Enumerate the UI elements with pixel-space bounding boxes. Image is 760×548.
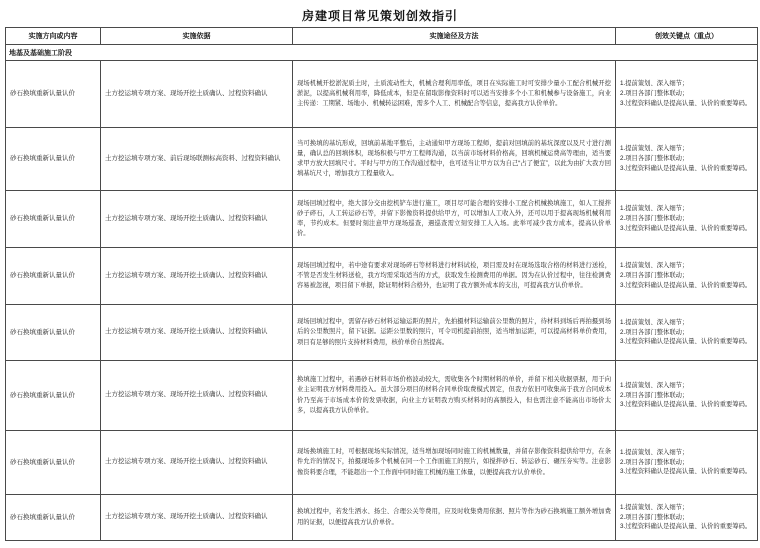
cell-method: 现场回填过程中，绝大部分交由挖机铲车进行施工，项目尽可能合理的安排小工配合机械换填施工，如人工搅拌砂子碎石，人工转运砂石等，并留下影像资料提供给甲方，可以增加人工收入外，还可以用于提高现场机械利用率，节约成本。但要时刻注意甲方现场巡查，遇巡查需立刻安排工人入场。此举可减少我方成本，提高认价单价。 [293, 191, 616, 248]
cell-keypoints [616, 248, 758, 305]
cell-method: 当可换填的基坑形成，回填前基地平整后，主动通知甲方现场工程师，提前对回填前的基坑深度以及尺寸进行测量，确认总的回填体积，现场积极与甲方工程师沟通，以当前市场材料价格高，回填机械运费高等理由，适当要求甲方放大回填尺寸。平时与甲方的工作沟通过程中，也可适当让甲方以为自己“占了便宜”，以此为由扩大我方回填基坑尺寸，增加我方工程量收入。 [293, 128, 616, 191]
cell-keypoints [616, 191, 758, 248]
table-row [6, 248, 758, 305]
keypoint-line: 1.提前策划、深入细节； [620, 80, 689, 88]
keypoint-line: 3.过程资料确认是提高认量、认价的重要筹码。 [620, 281, 752, 289]
table-row [6, 495, 758, 541]
keypoint-line: 2.项目各部门整体联动； [620, 513, 689, 521]
cell-direction: 砂石换填重新认量认价 [6, 495, 101, 541]
keypoint-line: 3.过程资料确认是提高认量、认价的重要筹码。 [620, 468, 752, 476]
cell-basis: 土方挖运填专项方案、现场开挖土质确认、过程资料确认 [101, 191, 293, 248]
cell-method: 现场机械开挖淤泥质土时，土质流动性大，机械合理利用率低，项目在实际施工时可安排少量小工配合机械开挖淤泥，以提高机械利用率，降低成本，但是在留取影像资料时可以适当安排多个小工和机械参与设备施工，向业主传递：工期紧、场地小、机械转运困难，需多个人工、机械配合等信息，提高我方认价单价。 [293, 61, 616, 128]
cell-keypoints [616, 128, 758, 191]
keypoint-line: 2.项目各部门整体联动； [620, 391, 689, 399]
cell-direction: 砂石换填重新认量认价 [6, 431, 101, 495]
cell-keypoints [616, 361, 758, 431]
keypoint-line: 2.项目各部门整体联动； [620, 90, 689, 98]
cell-direction: 砂石换填重新认量认价 [6, 128, 101, 191]
cell-direction: 砂石换填重新认量认价 [6, 61, 101, 128]
cell-basis: 土方挖运填专项方案、前后现场联测标高资料、过程资料确认 [101, 128, 293, 191]
table-row [6, 61, 758, 128]
cell-direction: 砂石换填重新认量认价 [6, 248, 101, 305]
keypoint-line: 1.提前策划、深入细节； [620, 318, 689, 326]
cell-keypoints [616, 431, 758, 495]
cell-method: 换填过程中，若发生洒水、扬尘、合理公关等费用，应及时收集费用依据、照片等作为砂石换填施工额外增加费用的证据，以便提高我方认价单价。 [293, 495, 616, 541]
keypoint-line: 2.项目各部门整体联动； [620, 272, 689, 280]
keypoint-line: 1.提前策划、深入细节； [620, 503, 689, 511]
keypoint-line: 1.提前策划、深入细节； [620, 381, 689, 389]
table-row [6, 128, 758, 191]
cell-basis: 土方挖运填专项方案、现场开挖土质确认、过程资料确认 [101, 361, 293, 431]
guideline-table [5, 27, 758, 541]
cell-direction: 砂石换填重新认量认价 [6, 191, 101, 248]
header-method: 实施途径及方法 [293, 28, 616, 45]
cell-method: 现场换填施工时，可根据现场实际情况，适当增加现场同时施工的机械数量，并留存影像资料提供给甲方，在条件允许的情况下，拍摄现场多个机械在同一个工作面施工的照片，如搅拌砂石、转运砂石、碾压夯实等。注意影像资料要合理，不能超出一个工作面中同时施工机械的施工体量，以便提高我方认价单价。 [293, 431, 616, 495]
cell-keypoints [616, 495, 758, 541]
keypoint-line: 2.项目各部门整体联动； [620, 155, 689, 163]
keypoint-line: 2.项目各部门整体联动； [620, 215, 689, 223]
keypoint-line: 2.项目各部门整体联动； [620, 328, 689, 336]
page-title: 房建项目常见策划创效指引 [301, 9, 458, 23]
cell-basis: 土方挖运填专项方案、现场开挖土质确认、过程资料确认 [101, 305, 293, 361]
header-direction: 实施方向或内容 [6, 28, 101, 45]
cell-direction: 砂石换填重新认量认价 [6, 361, 101, 431]
keypoint-line: 3.过程资料确认是提高认量、认价的重要筹码。 [620, 523, 752, 531]
cell-direction: 砂石换填重新认量认价 [6, 305, 101, 361]
section-label: 地基及基础施工阶段 [6, 45, 758, 61]
keypoint-line: 3.过程资料确认是提高认量、认价的重要筹码。 [620, 164, 752, 172]
keypoint-line: 3.过程资料确认是提高认量、认价的重要筹码。 [620, 224, 752, 232]
cell-method: 换填施工过程中，若遇砂石材料市场价格波动较大，需收集各个时期材料的单价，并留下相关收据票据，用于向业主证明我方材料费用投入。虽大部分项目的材料合同单价取费模式固定，但我方依旧可收集高于我方合同成本价乃至高于市场成本价的发票收据，向业主方证明我方购买材料时的高额投入，但也需注意不能高出市场价太多，以提高我方认价单价。 [293, 361, 616, 431]
table-row [6, 305, 758, 361]
keypoint-line: 3.过程资料确认是提高认量、认价的重要筹码。 [620, 338, 752, 346]
header-keypoints: 创效关键点（重点） [616, 28, 758, 45]
header-basis: 实施依据 [101, 28, 293, 45]
table-row [6, 361, 758, 431]
keypoint-line: 2.项目各部门整体联动； [620, 458, 689, 466]
table-row [6, 431, 758, 495]
table-header-row [6, 28, 758, 45]
keypoint-line: 1.提前策划、深入细节； [620, 262, 689, 270]
cell-keypoints [616, 305, 758, 361]
cell-method: 现场回填过程中，若中途有要求对现场碎石等材料进行材料试检，项目需及时在现场选取合格的材料进行送检，不管是否发生材料送检，我方均需采取适当的方式，获取发生检测费用的单据。因为在认价过程中，往往检测费容易被忽视，项目留下单据，除证明材料合格外，也证明了我方额外成本的支出，可提高我方认价单价。 [293, 248, 616, 305]
table-row [6, 191, 758, 248]
cell-keypoints [616, 61, 758, 128]
cell-method: 现场回填过程中，需留存砂石材料运输运距的照片，先拍摄材料运输前公里数的照片，待材料到场后再拍摄到场后的公里数照片，留下证据。运距公里数的照片，可令司机提前拍照，适当增加运距，可以提高材料单价费用，项目有足够的照片支持材料费用，核价单价自然提高。 [293, 305, 616, 361]
section-row [6, 45, 758, 61]
keypoint-line: 1.提前策划、深入细节； [620, 448, 689, 456]
cell-basis: 土方挖运填专项方案、现场开挖土质确认、过程资料确认 [101, 431, 293, 495]
cell-basis: 土方挖运填专项方案、现场开挖土质确认、过程资料确认 [101, 495, 293, 541]
keypoint-line: 1.提前策划、深入细节； [620, 145, 689, 153]
keypoint-line: 1.提前策划、深入细节； [620, 205, 689, 213]
keypoint-line: 3.过程资料确认是提高认量、认价的重要筹码。 [620, 401, 752, 409]
cell-basis: 土方挖运填专项方案、现场开挖土质确认、过程资料确认 [101, 61, 293, 128]
cell-basis: 土方挖运填专项方案、现场开挖土质确认、过程资料确认 [101, 248, 293, 305]
keypoint-line: 3.过程资料确认是提高认量、认价的重要筹码。 [620, 99, 752, 107]
